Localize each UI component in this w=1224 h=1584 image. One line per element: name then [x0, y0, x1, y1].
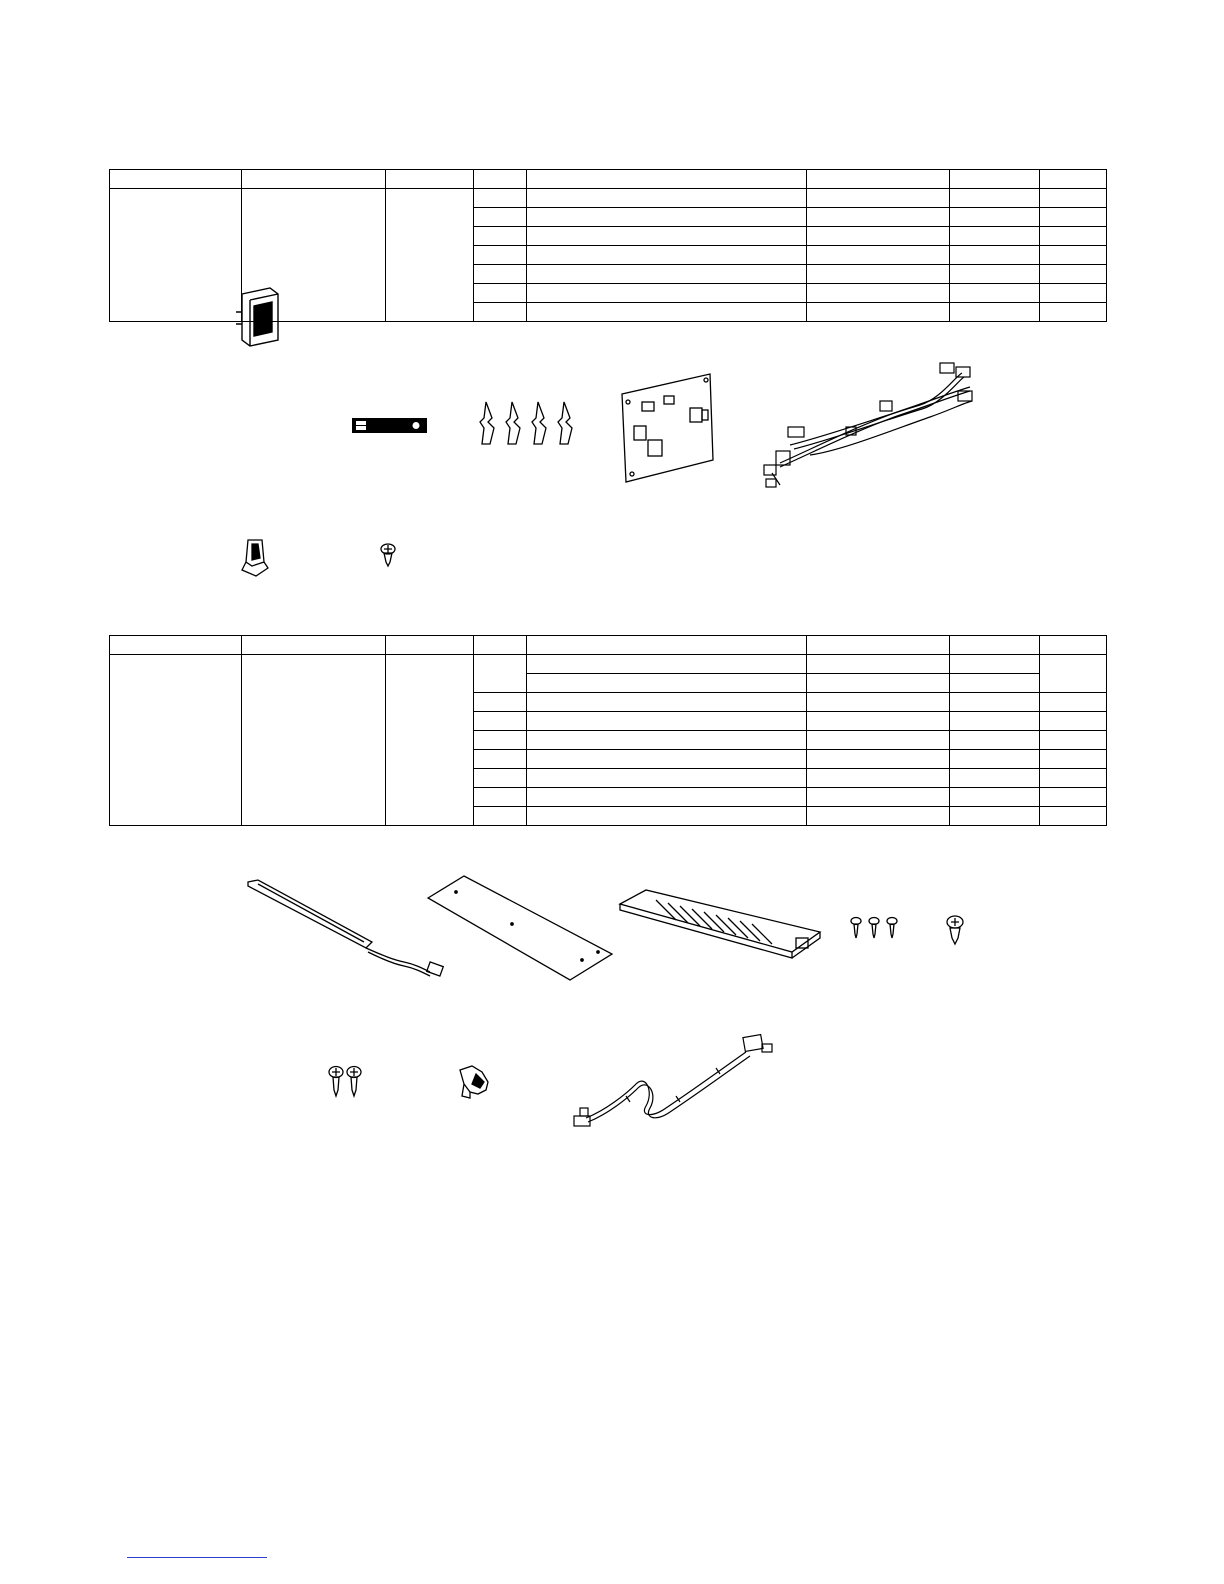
- wire-harness-icon: [750, 355, 982, 490]
- table-header-row: [110, 636, 1107, 655]
- mylar-sheet-icon: [424, 872, 616, 984]
- circuit-board-icon: [618, 370, 718, 485]
- heater-harness-icon: [566, 1030, 778, 1132]
- screw-icon: [326, 1064, 364, 1098]
- table-row: [110, 189, 1107, 208]
- heater-strip-icon: [244, 876, 450, 980]
- wire-saddle-clip-icon: [238, 536, 276, 580]
- footer-link-underline: [127, 1557, 267, 1558]
- parts-table-2: [109, 635, 1107, 826]
- screw-icon: [944, 914, 966, 946]
- rocker-switch-icon: [228, 282, 288, 352]
- pcb-holder-bar-icon: [350, 415, 430, 437]
- pcb-spacer-icon: [474, 400, 586, 448]
- screw-icon: [848, 916, 900, 940]
- clamp-icon: [452, 1062, 496, 1100]
- heater-cover-plate-icon: [616, 886, 828, 962]
- screw-icon: [378, 542, 398, 568]
- table-header-row: [110, 170, 1107, 189]
- table-row: [110, 655, 1107, 674]
